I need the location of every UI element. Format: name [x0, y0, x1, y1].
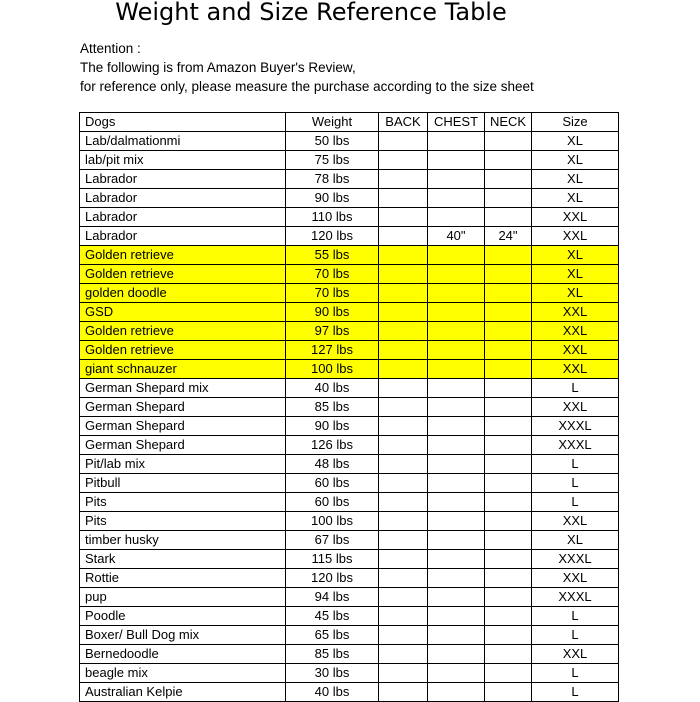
back-cell — [379, 455, 428, 474]
dog-cell: German Shepard mix — [80, 379, 286, 398]
table-row — [80, 512, 619, 531]
table-row — [80, 664, 619, 683]
neck-cell — [485, 683, 532, 702]
back-cell — [379, 208, 428, 227]
header-weight: Weight — [286, 113, 379, 132]
dog-cell: German Shepard — [80, 398, 286, 417]
weight-cell: 115 lbs — [286, 550, 379, 569]
weight-cell: 90 lbs — [286, 189, 379, 208]
back-cell — [379, 227, 428, 246]
attention-note-line-2: for reference only, please measure the purchase according to the size sheet — [80, 79, 534, 94]
weight-cell: 30 lbs — [286, 664, 379, 683]
chest-cell — [428, 379, 485, 398]
dog-cell: Lab/dalmationmi — [80, 132, 286, 151]
chest-cell — [428, 474, 485, 493]
table-row — [80, 360, 619, 379]
size-cell: L — [532, 493, 619, 512]
chest-cell — [428, 493, 485, 512]
neck-cell — [485, 569, 532, 588]
weight-cell: 110 lbs — [286, 208, 379, 227]
weight-cell: 40 lbs — [286, 683, 379, 702]
chest-cell — [428, 607, 485, 626]
size-cell: XL — [532, 151, 619, 170]
back-cell — [379, 417, 428, 436]
back-cell — [379, 588, 428, 607]
table-row — [80, 626, 619, 645]
chest-cell — [428, 550, 485, 569]
header-dogs: Dogs — [80, 113, 286, 132]
header-chest: CHEST — [428, 113, 485, 132]
neck-cell — [485, 417, 532, 436]
neck-cell — [485, 132, 532, 151]
size-cell: XXL — [532, 569, 619, 588]
size-cell: L — [532, 607, 619, 626]
neck-cell — [485, 626, 532, 645]
chest-cell — [428, 132, 485, 151]
weight-cell: 60 lbs — [286, 493, 379, 512]
chest-cell — [428, 531, 485, 550]
neck-cell — [485, 455, 532, 474]
weight-cell: 75 lbs — [286, 151, 379, 170]
chest-cell — [428, 360, 485, 379]
dog-cell: Poodle — [80, 607, 286, 626]
weight-cell: 97 lbs — [286, 322, 379, 341]
chest-cell — [428, 265, 485, 284]
size-cell: XL — [532, 170, 619, 189]
chest-cell — [428, 588, 485, 607]
table-row — [80, 683, 619, 702]
back-cell — [379, 683, 428, 702]
weight-cell: 48 lbs — [286, 455, 379, 474]
back-cell — [379, 246, 428, 265]
table-row — [80, 493, 619, 512]
table-row — [80, 265, 619, 284]
dog-cell: Labrador — [80, 208, 286, 227]
chest-cell — [428, 626, 485, 645]
table-row — [80, 341, 619, 360]
chest-cell — [428, 512, 485, 531]
size-cell: L — [532, 455, 619, 474]
weight-cell: 78 lbs — [286, 170, 379, 189]
size-cell: XXL — [532, 360, 619, 379]
neck-cell — [485, 189, 532, 208]
table-row — [80, 227, 619, 246]
table-row — [80, 531, 619, 550]
size-cell: XXL — [532, 322, 619, 341]
size-cell: XXL — [532, 303, 619, 322]
neck-cell — [485, 512, 532, 531]
table-row — [80, 246, 619, 265]
attention-note-line-1: The following is from Amazon Buyer's Review, — [80, 60, 356, 75]
table-row — [80, 398, 619, 417]
table-row — [80, 455, 619, 474]
weight-cell: 65 lbs — [286, 626, 379, 645]
dog-cell: Rottie — [80, 569, 286, 588]
chest-cell — [428, 322, 485, 341]
table-row — [80, 189, 619, 208]
dog-cell: Golden retrieve — [80, 246, 286, 265]
page-title: Weight and Size Reference Table — [115, 0, 507, 26]
dog-cell: golden doodle — [80, 284, 286, 303]
size-cell: L — [532, 626, 619, 645]
back-cell — [379, 265, 428, 284]
dog-cell: Pitbull — [80, 474, 286, 493]
weight-cell: 90 lbs — [286, 303, 379, 322]
dog-cell: Bernedoodle — [80, 645, 286, 664]
neck-cell — [485, 474, 532, 493]
dog-cell: Pits — [80, 512, 286, 531]
weight-cell: 100 lbs — [286, 360, 379, 379]
back-cell — [379, 569, 428, 588]
chest-cell — [428, 455, 485, 474]
weight-cell: 126 lbs — [286, 436, 379, 455]
back-cell — [379, 512, 428, 531]
back-cell — [379, 379, 428, 398]
weight-cell: 120 lbs — [286, 227, 379, 246]
weight-cell: 100 lbs — [286, 512, 379, 531]
size-cell: XXXL — [532, 588, 619, 607]
chest-cell — [428, 189, 485, 208]
neck-cell — [485, 151, 532, 170]
weight-cell: 70 lbs — [286, 284, 379, 303]
chest-cell — [428, 170, 485, 189]
size-cell: L — [532, 683, 619, 702]
back-cell — [379, 531, 428, 550]
header-back: BACK — [379, 113, 428, 132]
back-cell — [379, 626, 428, 645]
weight-cell: 40 lbs — [286, 379, 379, 398]
weight-cell: 85 lbs — [286, 645, 379, 664]
weight-cell: 120 lbs — [286, 569, 379, 588]
table-row — [80, 474, 619, 493]
table-row — [80, 151, 619, 170]
table-row — [80, 645, 619, 664]
size-cell: XL — [532, 189, 619, 208]
table-row — [80, 588, 619, 607]
back-cell — [379, 645, 428, 664]
back-cell — [379, 151, 428, 170]
table-row — [80, 303, 619, 322]
size-cell: L — [532, 474, 619, 493]
table-row — [80, 550, 619, 569]
size-cell: XXL — [532, 512, 619, 531]
neck-cell — [485, 170, 532, 189]
size-cell: XXL — [532, 645, 619, 664]
neck-cell — [485, 588, 532, 607]
neck-cell — [485, 664, 532, 683]
table-header-row — [80, 113, 619, 132]
weight-cell: 45 lbs — [286, 607, 379, 626]
neck-cell: 24" — [485, 227, 532, 246]
table-row — [80, 322, 619, 341]
size-cell: XL — [532, 132, 619, 151]
chest-cell — [428, 569, 485, 588]
neck-cell — [485, 645, 532, 664]
table-row — [80, 607, 619, 626]
weight-cell: 60 lbs — [286, 474, 379, 493]
weight-cell: 70 lbs — [286, 265, 379, 284]
chest-cell — [428, 284, 485, 303]
dog-cell: Golden retrieve — [80, 265, 286, 284]
back-cell — [379, 284, 428, 303]
neck-cell — [485, 360, 532, 379]
neck-cell — [485, 341, 532, 360]
chest-cell — [428, 303, 485, 322]
size-cell: XL — [532, 265, 619, 284]
size-cell: XXXL — [532, 417, 619, 436]
dog-cell: pup — [80, 588, 286, 607]
size-cell: XL — [532, 531, 619, 550]
chest-cell — [428, 664, 485, 683]
weight-cell: 94 lbs — [286, 588, 379, 607]
dog-cell: GSD — [80, 303, 286, 322]
header-size: Size — [532, 113, 619, 132]
neck-cell — [485, 265, 532, 284]
back-cell — [379, 664, 428, 683]
dog-cell: Pits — [80, 493, 286, 512]
dog-cell: Pit/lab mix — [80, 455, 286, 474]
dog-cell: beagle mix — [80, 664, 286, 683]
weight-cell: 127 lbs — [286, 341, 379, 360]
dog-cell: Golden retrieve — [80, 322, 286, 341]
table-row — [80, 569, 619, 588]
chest-cell — [428, 645, 485, 664]
chest-cell — [428, 341, 485, 360]
attention-label: Attention : — [80, 41, 141, 56]
chest-cell — [428, 436, 485, 455]
neck-cell — [485, 607, 532, 626]
neck-cell — [485, 284, 532, 303]
back-cell — [379, 322, 428, 341]
table-row — [80, 208, 619, 227]
neck-cell — [485, 436, 532, 455]
chest-cell — [428, 246, 485, 265]
neck-cell — [485, 208, 532, 227]
weight-cell: 50 lbs — [286, 132, 379, 151]
table-row — [80, 436, 619, 455]
neck-cell — [485, 531, 532, 550]
back-cell — [379, 303, 428, 322]
back-cell — [379, 607, 428, 626]
table-row — [80, 379, 619, 398]
neck-cell — [485, 493, 532, 512]
dog-cell: Labrador — [80, 189, 286, 208]
back-cell — [379, 398, 428, 417]
neck-cell — [485, 303, 532, 322]
weight-cell: 55 lbs — [286, 246, 379, 265]
size-cell: XXXL — [532, 550, 619, 569]
chest-cell: 40" — [428, 227, 485, 246]
chest-cell — [428, 208, 485, 227]
neck-cell — [485, 246, 532, 265]
size-cell: XXL — [532, 398, 619, 417]
dog-cell: German Shepard — [80, 436, 286, 455]
size-cell: XL — [532, 246, 619, 265]
dog-cell: timber husky — [80, 531, 286, 550]
back-cell — [379, 132, 428, 151]
weight-cell: 67 lbs — [286, 531, 379, 550]
size-reference-table — [79, 112, 619, 702]
header-neck: NECK — [485, 113, 532, 132]
size-cell: XL — [532, 284, 619, 303]
table-row — [80, 132, 619, 151]
weight-cell: 90 lbs — [286, 417, 379, 436]
size-cell: XXL — [532, 341, 619, 360]
neck-cell — [485, 550, 532, 569]
dog-cell: Australian Kelpie — [80, 683, 286, 702]
table-row — [80, 170, 619, 189]
weight-cell: 85 lbs — [286, 398, 379, 417]
dog-cell: Golden retrieve — [80, 341, 286, 360]
back-cell — [379, 360, 428, 379]
back-cell — [379, 550, 428, 569]
back-cell — [379, 474, 428, 493]
size-cell: L — [532, 379, 619, 398]
neck-cell — [485, 379, 532, 398]
table-row — [80, 284, 619, 303]
dog-cell: German Shepard — [80, 417, 286, 436]
dog-cell: lab/pit mix — [80, 151, 286, 170]
back-cell — [379, 436, 428, 455]
chest-cell — [428, 151, 485, 170]
dog-cell: Labrador — [80, 170, 286, 189]
chest-cell — [428, 683, 485, 702]
neck-cell — [485, 322, 532, 341]
back-cell — [379, 170, 428, 189]
dog-cell: Labrador — [80, 227, 286, 246]
size-cell: XXXL — [532, 436, 619, 455]
neck-cell — [485, 398, 532, 417]
dog-cell: giant schnauzer — [80, 360, 286, 379]
dog-cell: Stark — [80, 550, 286, 569]
back-cell — [379, 341, 428, 360]
size-cell: XXL — [532, 208, 619, 227]
chest-cell — [428, 398, 485, 417]
table-row — [80, 417, 619, 436]
back-cell — [379, 493, 428, 512]
size-cell: XXL — [532, 227, 619, 246]
chest-cell — [428, 417, 485, 436]
size-cell: L — [532, 664, 619, 683]
back-cell — [379, 189, 428, 208]
dog-cell: Boxer/ Bull Dog mix — [80, 626, 286, 645]
